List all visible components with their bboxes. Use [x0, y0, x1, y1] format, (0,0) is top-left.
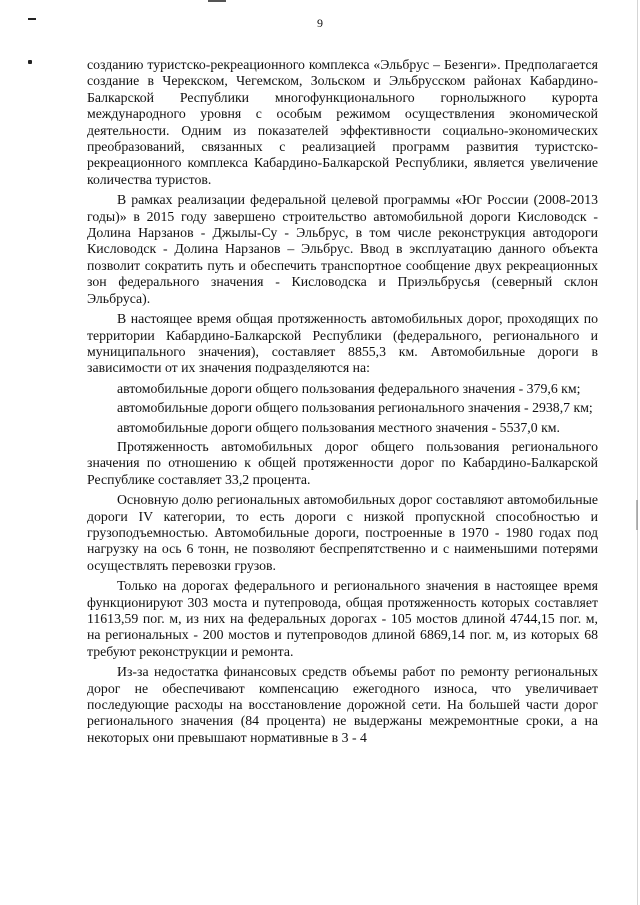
page-number: 9 — [317, 16, 323, 30]
paragraph-bridges: Только на дорогах федерального и регионального значения в настоящее время функционируют 303 моста и путепровода, общая протяженность которых составляет 11613,59 пог. м, из них на федеральных дорогах - 105 мостов длиной 4744,15 пог. м, на региональных - 200 мостов и путепроводов длиной 6869,14 пог. м, из которых 68 требуют реконструкции и ремонта. — [87, 578, 598, 659]
paragraph-repair-funding: Из-за недостатка финансовых средств объемы работ по ремонту региональных дорог не обеспечивают компенсацию ежегодного износа, что увеличивает последующие расходы на восстановление дорожной сети. На большей части дорог регионального значения (84 процента) не выдержаны межремонтные сроки, а на некоторых они превышают нормативные в 3 - 4 — [87, 664, 598, 745]
scan-top-edge-mark — [208, 0, 226, 2]
list-item-local-roads: автомобильные дороги общего пользования местного значения - 5537,0 км. — [117, 419, 560, 435]
paragraph-federal-program: В рамках реализации федеральной целевой программы «Юг России (2008-2013 годы)» в 2015 году завершено строительство автомобильной дороги Кисловодск - Долина Нарзанов - Джылы-Су - Эльбрус, в том числе реконструкция автодороги Кисловодск - Долина Нарзанов – Эльбрус. Ввод в эксплуатацию данного объекта позволит сократить путь и обеспечить транспортное сообщение двух рекреационных зон федерального значения - Кисловодска и Приэльбрусья (северный склон Эльбруса). — [87, 192, 598, 306]
scan-right-edge-line — [637, 0, 638, 905]
paragraph-road-length-total: В настоящее время общая протяженность автомобильных дорог, проходящих по территории Кабардино-Балкарской Республики (федерального, регионального и муниципального значения), составляет 8855,3 км. Автомобильные дороги в зависимости от их значения подразделяются на: — [87, 311, 598, 376]
scan-margin-dot — [28, 60, 32, 64]
list-item-regional-roads: автомобильные дороги общего пользования регионального значения - 2938,7 км; — [117, 400, 593, 416]
document-body — [87, 57, 598, 750]
paragraph-tourism-complex: созданию туристско-рекреационного комплекса «Эльбрус – Безенги». Предполагается создание в Черекском, Чегемском, Зольском и Эльбрусском районах Кабардино-Балкарской Республики многофункционального горнолыжного курорта международного уровня с особым режимом осуществления экономической деятельности. Одним из показателей эффективности социально-экономических преобразований, связанных с реализацией программ развития туристско-рекреационного комплекса Кабардино-Балкарской Республики, является увеличение количества туристов. — [87, 57, 598, 187]
scan-right-edge-mark — [636, 500, 638, 530]
paragraph-road-category: Основную долю региональных автомобильных дорог составляют автомобильные дороги IV категории, то есть дороги с низкой пропускной способностью и грузоподъемностью. Автомобильные дороги, построенные в 1970 - 1980 годах под нагрузку на ось 6 тонн, не позволяют беспрепятственно и с наименьшими потерями осуществлять перевозки грузов. — [87, 492, 598, 573]
paragraph-regional-share: Протяженность автомобильных дорог общего пользования регионального значения по отношению к общей протяженности дорог по Кабардино-Балкарской Республике составляет 33,2 процента. — [87, 438, 598, 487]
list-item-federal-roads: автомобильные дороги общего пользования федерального значения - 379,6 км; — [117, 380, 581, 396]
